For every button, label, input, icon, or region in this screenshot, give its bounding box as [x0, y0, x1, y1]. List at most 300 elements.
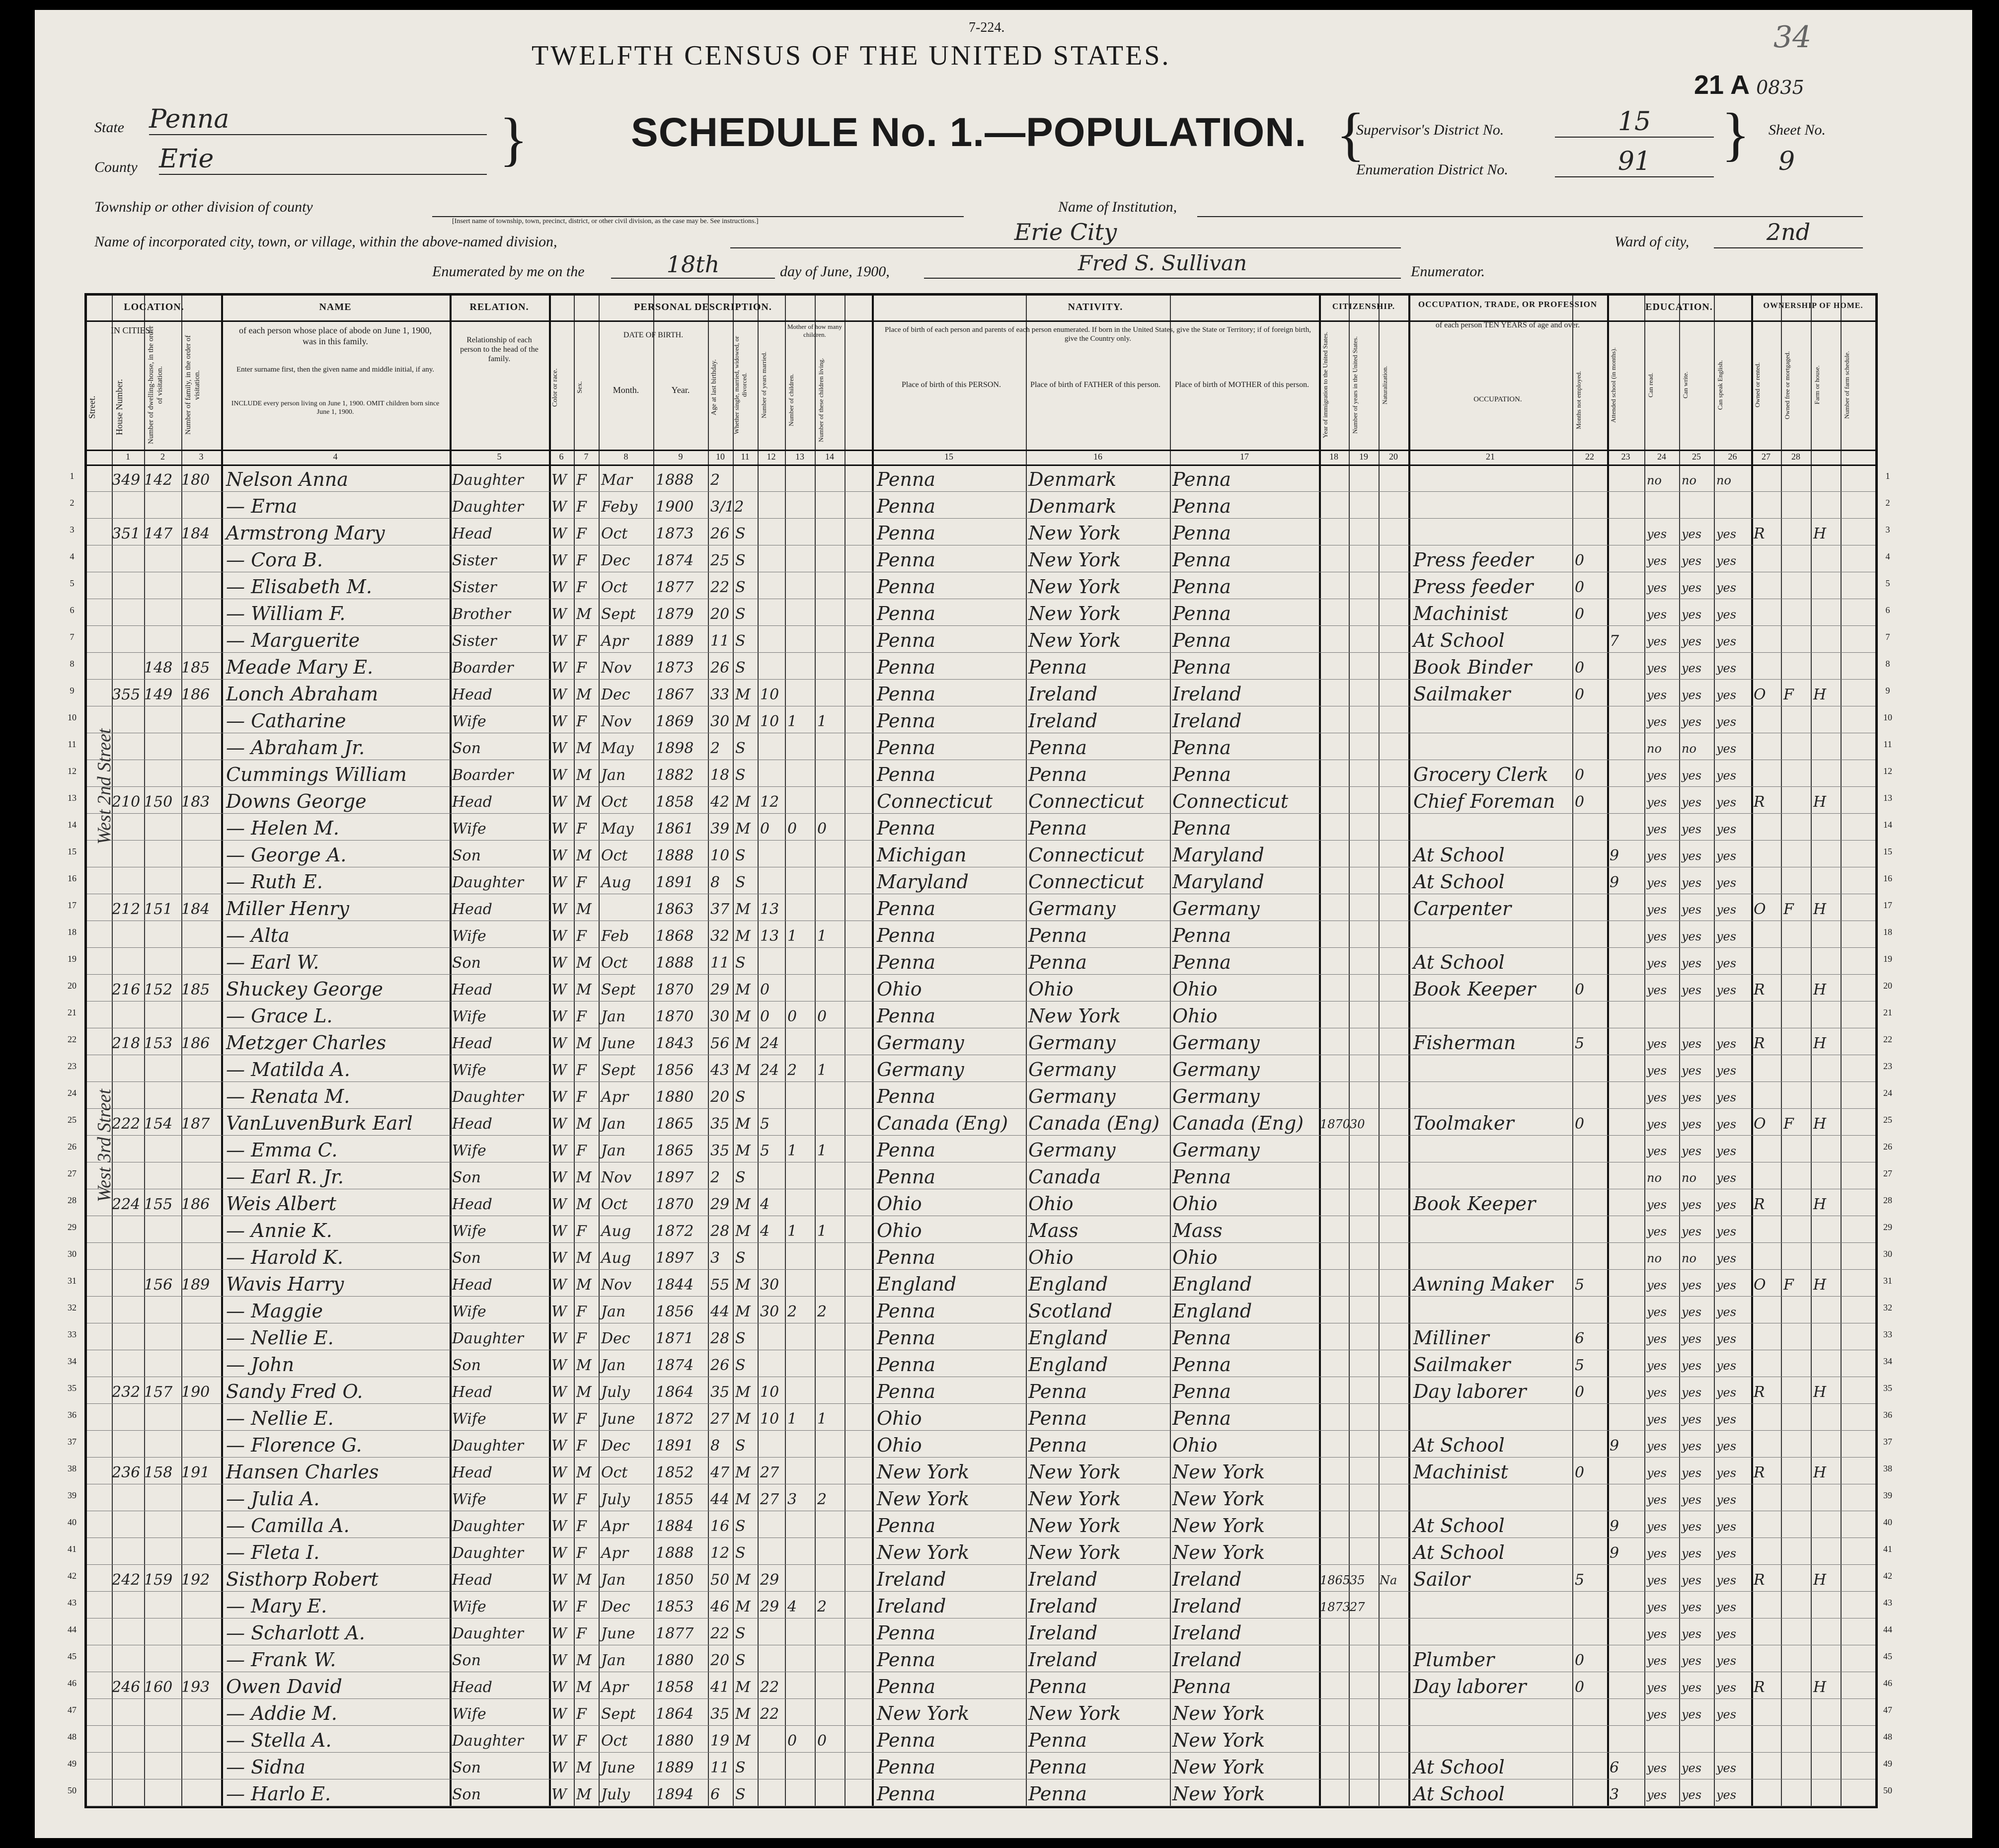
cell-bp: Penna [877, 1622, 935, 1644]
row-number: 44 [1883, 1624, 1892, 1634]
cell-marital: S [735, 579, 746, 596]
cell-age: 11 [710, 632, 730, 650]
cell-bp: Ohio [877, 1434, 922, 1456]
cell-marital: S [735, 525, 746, 542]
cell-name: — William F. [226, 603, 346, 624]
cell-color: W [551, 847, 567, 864]
header-years-married: Number of years married. [760, 351, 768, 419]
cell-name: — Earl W. [226, 951, 319, 973]
cell-bp: New York [877, 1461, 970, 1483]
cell-bm: Germany [1172, 1059, 1260, 1080]
cell-eng: no [1716, 473, 1731, 487]
cell-month: Jan [601, 1303, 626, 1320]
cell-eng: yes [1716, 1144, 1737, 1158]
cell-month: June [601, 1759, 635, 1776]
cell-age: 33 [710, 686, 730, 703]
cell-marital: M [735, 1008, 751, 1025]
row-number: 50 [1883, 1785, 1892, 1795]
cell-mne: 0 [1575, 552, 1585, 569]
table-row [87, 679, 1875, 707]
cell-year: 1864 [656, 1384, 694, 1401]
cell-year: 1897 [656, 1249, 694, 1267]
column-number: 6 [559, 452, 564, 462]
cell-write: no [1682, 473, 1696, 487]
cell-occ: Day laborer [1413, 1381, 1527, 1402]
cell-relation: Son [452, 1759, 481, 1776]
cell-relation: Daughter [452, 1088, 524, 1106]
table-row [87, 1162, 1875, 1190]
cell-write: yes [1682, 1117, 1702, 1131]
cell-fh: H [1813, 981, 1827, 999]
cell-age: 35 [710, 1384, 730, 1401]
cell-sex: F [576, 1732, 587, 1750]
cell-fh: H [1813, 1115, 1827, 1133]
cell-occ: At School [1413, 1783, 1505, 1805]
cell-bf: Penna [1028, 1434, 1087, 1456]
enumeration-value: 91 [1555, 147, 1714, 177]
cell-color: W [551, 1705, 567, 1723]
cell-marital: M [735, 820, 751, 838]
table-row [87, 464, 1875, 492]
cell-own: R [1754, 1679, 1765, 1696]
cell-yus: 30 [1350, 1117, 1365, 1131]
cell-month: Oct [601, 1464, 628, 1481]
cell-marital: M [735, 1464, 751, 1481]
cell-month: Aug [601, 874, 631, 891]
cell-relation: Wife [452, 1062, 486, 1079]
cell-bf: Ohio [1028, 1246, 1074, 1268]
header-year-immigration: Year of immigration to the United States. [1321, 331, 1329, 439]
cell-bf: Penna [1028, 656, 1087, 678]
row-number: 18 [1883, 927, 1892, 937]
cell-sex: F [576, 1410, 587, 1428]
row-number: 13 [68, 793, 77, 803]
cell-mne: 0 [1575, 1679, 1585, 1696]
cell-eng: yes [1716, 1681, 1737, 1694]
cell-age: 3/12 [710, 498, 744, 516]
cell-name: — Abraham Jr. [226, 737, 365, 759]
cell-eng: yes [1716, 554, 1737, 568]
cell-read: yes [1647, 1198, 1667, 1212]
cell-bp: Germany [877, 1032, 964, 1054]
township-line [432, 206, 964, 217]
cell-read: no [1647, 742, 1662, 756]
cell-marital: S [735, 1625, 746, 1642]
cell-age: 41 [710, 1679, 730, 1696]
ward-value: 2nd [1714, 219, 1863, 248]
cell-living: 0 [817, 820, 827, 838]
row-number: 14 [1883, 820, 1892, 830]
cell-bp: Penna [877, 1085, 935, 1107]
cell-age: 22 [710, 1625, 730, 1642]
enumerated-prefix: Enumerated by me on the [432, 263, 585, 280]
row-number: 42 [68, 1571, 77, 1581]
row-number: 30 [1883, 1249, 1892, 1259]
cell-eng: yes [1716, 1412, 1737, 1426]
cell-bm: Maryland [1172, 871, 1264, 893]
cell-sch: 9 [1610, 847, 1619, 864]
cell-sex: F [576, 659, 587, 677]
cell-born: 1 [787, 713, 797, 730]
cell-write: yes [1682, 1761, 1702, 1775]
row-number: 25 [1883, 1115, 1892, 1125]
column-number: 10 [716, 452, 725, 462]
cell-born: 4 [787, 1598, 797, 1616]
table-row [87, 706, 1875, 734]
cell-house: 236 [112, 1464, 141, 1481]
row-number: 22 [68, 1034, 77, 1044]
cell-own: R [1754, 525, 1765, 542]
cell-occ: Plumber [1413, 1649, 1495, 1671]
cell-relation: Wife [452, 1008, 486, 1025]
header-farm-house: Farm or house. [1813, 365, 1821, 405]
cell-color: W [551, 1732, 567, 1750]
cell-fh: H [1813, 901, 1827, 918]
cell-mne: 5 [1575, 1035, 1585, 1052]
cell-write: yes [1682, 1037, 1702, 1051]
cell-name: VanLuvenBurk Earl [226, 1112, 413, 1134]
cell-eng: yes [1716, 1386, 1737, 1399]
cell-bm: Ireland [1172, 1568, 1242, 1590]
cell-bp: Ireland [877, 1568, 946, 1590]
table-row [87, 1564, 1875, 1592]
cell-read: yes [1647, 608, 1667, 621]
cell-bp: Penna [877, 656, 935, 678]
cell-read: yes [1647, 1600, 1667, 1614]
cell-yi: 1865 [1320, 1573, 1351, 1587]
cell-read: yes [1647, 1278, 1667, 1292]
cell-year: 1867 [656, 686, 694, 703]
cell-fh: H [1813, 1679, 1827, 1696]
row-number: 12 [1883, 766, 1892, 776]
cell-relation: Head [452, 793, 493, 811]
cell-occ: Machinist [1413, 603, 1508, 624]
cell-bm: Penna [1172, 495, 1231, 517]
cell-name: — Florence G. [226, 1434, 362, 1456]
header-owned-rented: Owned or rented. [1754, 362, 1761, 408]
cell-age: 11 [710, 1759, 730, 1776]
row-number: 49 [1883, 1759, 1892, 1769]
cell-write: yes [1682, 1627, 1702, 1641]
row-number: 21 [68, 1007, 77, 1017]
cell-year: 1856 [656, 1303, 694, 1320]
row-number: 4 [1885, 551, 1890, 561]
cell-born: 0 [787, 820, 797, 838]
cell-bf: Denmark [1028, 468, 1117, 490]
cell-write: yes [1682, 1305, 1702, 1319]
cell-relation: Wife [452, 1598, 486, 1616]
institution-line [1197, 206, 1863, 217]
cell-month: Oct [601, 579, 628, 596]
cell-family: 184 [181, 901, 210, 918]
cell-write: yes [1682, 1278, 1702, 1292]
cell-age: 30 [710, 1008, 730, 1025]
cell-living: 2 [817, 1303, 827, 1320]
cell-month: Apr [601, 1088, 629, 1106]
cell-marital: S [735, 1437, 746, 1455]
cell-sex: M [576, 767, 592, 784]
column-number: 18 [1329, 452, 1338, 462]
cell-mne: 0 [1575, 579, 1585, 596]
census-sheet [35, 10, 1972, 1838]
cell-fh: H [1813, 1384, 1827, 1401]
cell-sex: M [576, 1759, 592, 1776]
cell-read: yes [1647, 1573, 1667, 1587]
cell-occ: Toolmaker [1413, 1112, 1514, 1134]
cell-sex: M [576, 686, 592, 703]
cell-year: 1880 [656, 1732, 694, 1750]
cell-year: 1873 [656, 525, 694, 542]
cell-sex: F [576, 579, 587, 596]
cell-eng: yes [1716, 661, 1737, 675]
cell-eng: yes [1716, 1654, 1737, 1668]
cell-bm: Penna [1172, 1166, 1231, 1188]
cell-read: yes [1647, 1546, 1667, 1560]
cell-bf: Penna [1028, 1676, 1087, 1697]
cell-name: Meade Mary E. [226, 656, 374, 678]
cell-fh: H [1813, 1571, 1827, 1589]
cell-eng: yes [1716, 715, 1737, 729]
cell-ym: 27 [760, 1491, 779, 1508]
cell-eng: yes [1716, 1600, 1737, 1614]
cell-year: 1889 [656, 632, 694, 650]
row-number: 7 [70, 632, 75, 642]
row-number: 31 [1883, 1276, 1892, 1286]
row-number: 48 [1883, 1732, 1892, 1742]
cell-relation: Son [452, 1357, 481, 1374]
county-value: Erie [159, 144, 487, 175]
cell-fh: H [1813, 1276, 1827, 1294]
cell-family: 189 [181, 1276, 210, 1294]
row-number: 28 [68, 1195, 77, 1205]
row-number: 17 [68, 900, 77, 910]
cell-occ: Book Keeper [1413, 978, 1536, 1000]
cell-color: W [551, 793, 567, 811]
cell-occ: At School [1413, 1756, 1505, 1778]
cell-read: yes [1647, 795, 1667, 809]
cell-sex: M [576, 1679, 592, 1696]
cell-color: W [551, 579, 567, 596]
cell-year: 1869 [656, 713, 694, 730]
cell-color: W [551, 552, 567, 569]
cell-occ: At School [1413, 1541, 1505, 1563]
cell-write: no [1682, 1171, 1696, 1185]
cell-relation: Son [452, 847, 481, 864]
cell-sch: 6 [1610, 1759, 1619, 1776]
cell-own: R [1754, 1196, 1765, 1213]
cell-bf: New York [1028, 1488, 1121, 1510]
cell-eng: yes [1716, 688, 1737, 702]
cell-read: yes [1647, 1412, 1667, 1426]
cell-eng: yes [1716, 742, 1737, 756]
header-occupation-desc: of each person TEN YEARS of age and over. [1435, 321, 1580, 329]
cell-eng: yes [1716, 1225, 1737, 1238]
cell-month: Jan [601, 1652, 626, 1669]
table-row [87, 545, 1875, 573]
table-row [87, 733, 1875, 761]
cell-occ: Sailor [1413, 1568, 1470, 1590]
cell-bf: Germany [1028, 1139, 1116, 1161]
cell-eng: yes [1716, 1117, 1737, 1131]
cell-dwelling: 152 [144, 981, 173, 999]
column-number: 1 [126, 452, 130, 462]
cell-eng: yes [1716, 1278, 1737, 1292]
cell-bf: Germany [1028, 898, 1116, 920]
cell-read: yes [1647, 822, 1667, 836]
row-number: 10 [1883, 712, 1892, 722]
cell-bf: England [1028, 1354, 1108, 1376]
row-number: 8 [70, 659, 75, 669]
cell-write: yes [1682, 1439, 1702, 1453]
cell-bm: New York [1172, 1541, 1265, 1563]
cell-born: 3 [787, 1491, 797, 1508]
cell-sex: F [576, 632, 587, 650]
cell-born: 2 [787, 1062, 797, 1079]
cell-dwelling: 149 [144, 686, 173, 703]
cell-month: Mar [601, 471, 632, 489]
cell-eng: yes [1716, 849, 1737, 863]
cell-write: yes [1682, 876, 1702, 890]
cell-bp: Connecticut [877, 790, 993, 812]
cell-born: 1 [787, 927, 797, 945]
header-birth-person: Place of birth of this PERSON. [902, 381, 1001, 389]
cell-bm: Ohio [1172, 1246, 1218, 1268]
cell-own: R [1754, 1384, 1765, 1401]
cell-bm: England [1172, 1273, 1252, 1295]
cell-relation: Son [452, 740, 481, 757]
cell-marital: M [735, 1142, 751, 1159]
cell-eng: yes [1716, 1037, 1737, 1051]
cell-bp: Penna [877, 1515, 935, 1537]
cell-year: 1880 [656, 1652, 694, 1669]
cell-dwelling: 154 [144, 1115, 173, 1133]
header-months-not-employed: Months not employed. [1575, 371, 1582, 429]
cell-age: 55 [710, 1276, 730, 1294]
enumerator-name: Fred S. Sullivan [924, 251, 1401, 279]
cell-dwelling: 156 [144, 1276, 173, 1294]
cell-bf: New York [1028, 549, 1121, 571]
cell-bp: Penna [877, 495, 935, 517]
cell-sex: F [576, 1142, 587, 1159]
table-row [87, 1403, 1875, 1431]
brace-right-open: { [1336, 101, 1365, 167]
cell-year: 1882 [656, 767, 694, 784]
cell-age: 25 [710, 552, 730, 569]
row-number: 8 [1885, 659, 1890, 669]
header-can-write: Can write. [1682, 371, 1689, 399]
cell-bm: Ireland [1172, 1622, 1242, 1644]
cell-family: 184 [181, 525, 210, 542]
cell-color: W [551, 713, 567, 730]
cell-relation: Wife [452, 1491, 486, 1508]
cell-bf: Germany [1028, 1032, 1116, 1054]
cell-bm: New York [1172, 1702, 1265, 1724]
cell-year: 1873 [656, 659, 694, 677]
cell-read: yes [1647, 527, 1667, 541]
cell-sex: M [576, 1357, 592, 1374]
cell-age: 26 [710, 1357, 730, 1374]
cell-occ: Book Binder [1413, 656, 1532, 678]
cell-bm: Penna [1172, 764, 1231, 785]
cell-own: O [1754, 1115, 1766, 1133]
cell-ym: 12 [760, 793, 779, 811]
table-row [87, 867, 1875, 895]
cell-bf: Connecticut [1028, 790, 1145, 812]
cell-month: Dec [601, 1330, 630, 1347]
cell-dwelling: 150 [144, 793, 173, 811]
cell-fm: F [1783, 1276, 1794, 1294]
cell-eng: yes [1716, 1171, 1737, 1185]
cell-month: Dec [601, 1437, 630, 1455]
cell-house: 246 [112, 1679, 141, 1696]
table-row [87, 1779, 1875, 1807]
header-can-read: Can read. [1647, 373, 1654, 397]
header-free-mortgaged: Owned free or mortgaged. [1783, 351, 1791, 419]
cell-year: 1889 [656, 1759, 694, 1776]
cell-write: no [1682, 742, 1696, 756]
cell-yi: 1870 [1320, 1117, 1351, 1131]
cell-read: yes [1647, 1520, 1667, 1534]
header-naturalization: Naturalization. [1381, 366, 1388, 404]
cell-name: — Alta [226, 924, 290, 946]
table-row [87, 1377, 1875, 1404]
cell-relation: Head [452, 1115, 493, 1133]
cell-house: 224 [112, 1196, 141, 1213]
cell-born: 1 [787, 1142, 797, 1159]
cell-name: Cummings William [226, 764, 407, 785]
table-row [87, 1269, 1875, 1297]
cell-year: 1861 [656, 820, 694, 838]
row-number: 40 [1883, 1517, 1892, 1527]
header-years-in-us: Number of years in the United States. [1351, 336, 1359, 434]
cell-read: yes [1647, 688, 1667, 702]
cell-occ: At School [1413, 629, 1505, 651]
row-number: 43 [1883, 1598, 1892, 1608]
cell-bf: New York [1028, 522, 1121, 544]
cell-write: yes [1682, 1520, 1702, 1534]
cell-relation: Daughter [452, 498, 524, 516]
cell-living: 0 [817, 1008, 827, 1025]
row-number: 3 [70, 525, 75, 535]
cell-sex: F [576, 1223, 587, 1240]
cell-relation: Head [452, 901, 493, 918]
cell-eng: yes [1716, 1064, 1737, 1078]
row-number: 46 [68, 1678, 77, 1688]
cell-name: Nelson Anna [226, 468, 348, 490]
header-in-cities: IN CITIES. [111, 325, 153, 335]
cell-eng: yes [1716, 1466, 1737, 1480]
cell-write: yes [1682, 1493, 1702, 1507]
cell-sex: F [576, 1705, 587, 1723]
cell-name: Shuckey George [226, 978, 384, 1000]
cell-bp: Penna [877, 1166, 935, 1188]
cell-marital: M [735, 1491, 751, 1508]
cell-bp: Michigan [877, 844, 967, 866]
cell-read: yes [1647, 661, 1667, 675]
cell-write: yes [1682, 1412, 1702, 1426]
corner-number: 34 [1773, 20, 1812, 55]
cell-read: yes [1647, 1225, 1667, 1238]
cell-family: 192 [181, 1571, 210, 1589]
cell-color: W [551, 1035, 567, 1052]
cell-name: Armstrong Mary [226, 522, 385, 544]
cell-month: Nov [601, 1276, 632, 1294]
cell-marital: S [735, 740, 746, 757]
cell-month: Oct [601, 1196, 628, 1213]
header-dwelling: Number of dwelling-house, in the order of visitation. [147, 325, 164, 445]
cell-marital: S [735, 1759, 746, 1776]
row-number: 46 [1883, 1678, 1892, 1688]
